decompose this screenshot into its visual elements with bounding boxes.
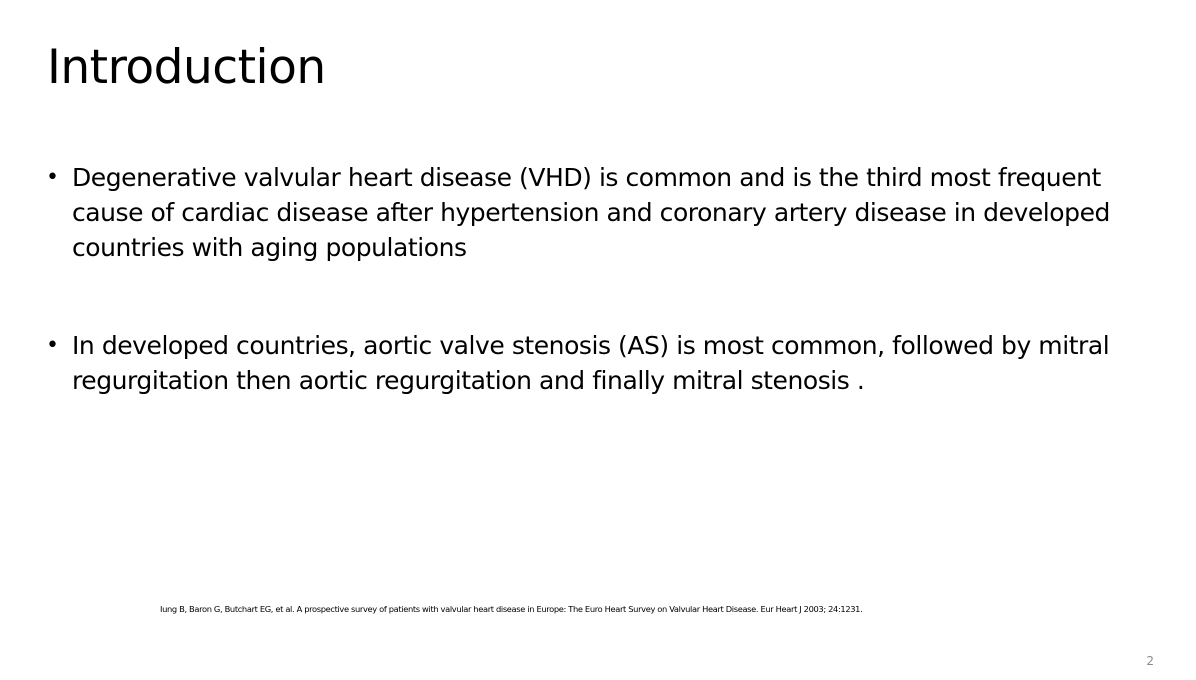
bullet-list: [44, 160, 1154, 398]
bullet-text: Degenerative valvular heart disease (VHD) is common and is the third most frequent cause of cardiac disease after hypertension and coronary artery disease in developed countries with aging populations: [72, 163, 1110, 262]
bullet-marker-icon: •: [46, 333, 59, 358]
slide-title: Introduction: [47, 40, 326, 95]
bullet-item: [44, 160, 1154, 265]
slide-number: 2: [1146, 654, 1154, 668]
bullet-item: [44, 328, 1154, 398]
bullet-marker-icon: •: [46, 165, 59, 190]
reference-citation: Iung B, Baron G, Butchart EG, et al. A prospective survey of patients with valvular heart disease in Europe: The Euro Heart Survey on Valvular Heart Disease. Eur Heart J 2003; 24:1231.: [160, 604, 863, 614]
bullet-text: In developed countries, aortic valve stenosis (AS) is most common, followed by mitral regurgitation then aortic regurgitation and finally mitral stenosis .: [72, 331, 1110, 395]
